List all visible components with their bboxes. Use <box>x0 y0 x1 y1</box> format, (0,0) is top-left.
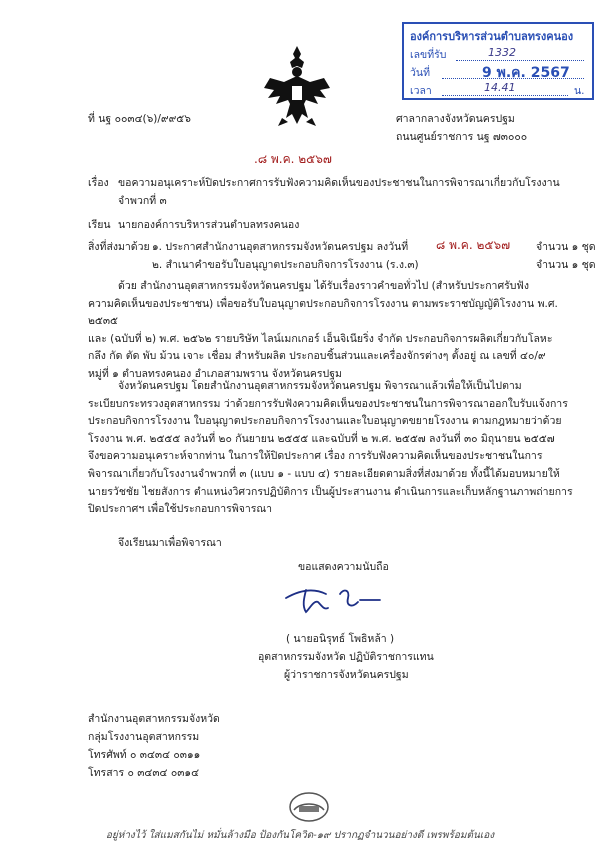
stamp-receipt-label: เลขที่รับ <box>410 49 447 61</box>
enclosures-label: สิ่งที่ส่งมาด้วย <box>88 241 150 253</box>
stamp-receipt-number: 1332 <box>488 46 516 59</box>
footer-motto: อยู่ห่างไว้ ใส่แมสกันไม่ หมั่นล้างมือ ป้องกันโควิด-๑๙ ปรากฏจำนวนอย่างดี เพรพร้อมต้นเอง <box>105 830 495 841</box>
signature-icon <box>280 578 390 618</box>
document-date: .๘ พ.ค. ๒๕๖๗ <box>254 152 332 166</box>
subject-line1: ขอความอนุเคราะห์ปิดประกาศการรับฟังความคิดเห็นของประชาชนในการพิจารณาเกี่ยวกับโรงงาน <box>118 177 560 189</box>
paragraph-2 <box>88 378 588 519</box>
signer-name: ( นายอนิรุทธ์ โพธิหล้า ) <box>286 633 395 645</box>
contact-office: สำนักงานอุตสาหกรรมจังหวัด <box>88 713 220 725</box>
contact-group: กลุ่มโรงงานอุตสาหกรรม <box>88 731 200 743</box>
paragraph-2-line: จังหวัดนครปฐม โดยสำนักงานอุตสาหกรรมจังหวัดนครปฐม พิจารณาแล้วเพื่อให้เป็นไปตาม <box>118 380 522 392</box>
paragraph-2-line: พิจารณาเกี่ยวกับโรงงานจำพวกที่ ๓ (แบบ ๑ - แบบ ๔) รายละเอียดตามสิ่งที่ส่งมาด้วย ทั้งนี้ได้มอบหมายให้ <box>88 467 560 480</box>
paragraph-1-line: กลึง กัด ตัด พับ ม้วน เจาะ เชื่อม สำหรับผลิต ประกอบชิ้นส่วนและเครื่องจักรต่างๆ ตั้งอยู่ ณ เลขที่ ๔๐/๙ <box>88 350 546 363</box>
salutation: ขอแสดงความนับถือ <box>298 561 389 573</box>
paragraph-1-line: หมู่ที่ ๑ ตำบลทรงคนอง อำเภอสามพราน จังหวัดนครปฐม <box>88 367 342 380</box>
stamp-date-value: 9 พ.ค. 2567 <box>482 65 570 81</box>
paragraph-2-line: นายรวัชชัย ไชยสังการ ตำแหน่งวิศวกรปฏิบัติการ เป็นผู้ประสานงาน ดำเนินการและเก็บหลักฐานภาพถ่ายการ <box>88 485 573 498</box>
contact-phone: โทรศัพท์ ๐ ๓๔๓๔ ๐๓๑๑ <box>88 749 201 761</box>
stamp-time-label: เวลา <box>410 85 432 97</box>
signer-title-1: อุตสาหกรรมจังหวัด ปฏิบัติราชการแทน <box>258 651 434 663</box>
garuda-emblem-icon <box>262 42 332 128</box>
paragraph-2-line: ปิดประกาศฯ เพื่อใช้ประกอบการพิจารณา <box>88 503 273 516</box>
paragraph-1-line: และ (ฉบับที่ ๒) พ.ศ. ๒๕๖๒ รายบริษัท ไลน์เมกเกอร์ เอ็นจิเนียริ่ง จำกัด ประกอบกิจการผลิตเกี่ยวกับโลหะ <box>88 332 553 345</box>
sender-address-line1: ศาลากลางจังหวัดนครปฐม <box>396 113 515 125</box>
document-number: ที่ นฐ ๐๐๓๔(๖)/๙๙๕๖ <box>88 113 191 125</box>
campaign-logo-icon <box>288 790 330 824</box>
paragraph-2-line: จึงขอความอนุเคราะห์จากท่าน ในการให้ปิดประกาศ เรื่อง การรับฟังความคิดเห็นของประชาชนในการ <box>88 450 543 463</box>
subject-line2: จำพวกที่ ๓ <box>118 195 167 207</box>
paragraph-2-line: ระเบียบกระทรวงอุตสาหกรรม ว่าด้วยการรับฟังความคิดเห็นของประชาชนในการพิจารณาออกใบรับแจ้งการ <box>88 397 568 410</box>
enclosure-item-1-quantity: จำนวน ๑ ชุด <box>536 241 596 253</box>
paragraph-2-line: โรงงาน พ.ศ. ๒๕๕๕ ลงวันที่ ๒๐ กันยายน ๒๕๕๕ และฉบับที่ ๒ พ.ศ. ๒๕๕๗ ลงวันที่ ๓๐ มิถุนายน ๒๕๕๗ <box>88 432 555 445</box>
paragraph-1 <box>88 278 588 384</box>
signer-title-2: ผู้ว่าราชการจังหวัดนครปฐม <box>284 669 409 681</box>
closing-request: จึงเรียนมาเพื่อพิจารณา <box>118 537 222 549</box>
stamp-org: องค์การบริหารส่วนตำบลทรงคนอง <box>410 30 574 43</box>
contact-fax: โทรสาร ๐ ๓๔๓๔ ๐๓๑๔ <box>88 767 200 779</box>
received-stamp <box>402 22 594 100</box>
enclosure-item-1-date: ๘ พ.ค. ๒๕๖๗ <box>436 238 511 252</box>
stamp-time-suffix: น. <box>574 85 585 97</box>
stamp-date-label: วันที่ <box>410 67 430 79</box>
stamp-time-value: 14.41 <box>484 81 516 94</box>
enclosure-item-1: ๑. ประกาศสำนักงานอุตสาหกรรมจังหวัดนครปฐม ลงวันที่ <box>152 241 409 253</box>
enclosure-item-2-quantity: จำนวน ๑ ชุด <box>536 259 596 271</box>
paragraph-1-line: ความคิดเห็นของประชาชน) เพื่อขอรับใบอนุญาตประกอบกิจการโรงงาน ตามพระราชบัญญัติโรงงาน พ.ศ. ๒๕๓๕ <box>88 297 558 328</box>
recipient-name: นายกองค์การบริหารส่วนตำบลทรงคนอง <box>118 219 300 231</box>
paragraph-1-line: ด้วย สำนักงานอุตสาหกรรมจังหวัดนครปฐม ได้รับเรื่องราวคำขอทั่วไป (สำหรับประกาศรับฟัง <box>118 280 529 292</box>
recipient-label: เรียน <box>88 219 111 231</box>
subject-label: เรื่อง <box>88 177 109 189</box>
sender-address-line2: ถนนศูนย์ราชการ นฐ ๗๓๐๐๐ <box>396 131 528 143</box>
paragraph-2-line: ประกอบกิจการโรงงาน ใบอนุญาตประกอบกิจการโรงงานและใบอนุญาตขยายโรงงาน ตามกฎหมายว่าด้วย <box>88 415 562 428</box>
enclosure-item-2: ๒. สำเนาคำขอรับใบอนุญาตประกอบกิจการโรงงาน (ร.ง.๓) <box>152 259 419 271</box>
